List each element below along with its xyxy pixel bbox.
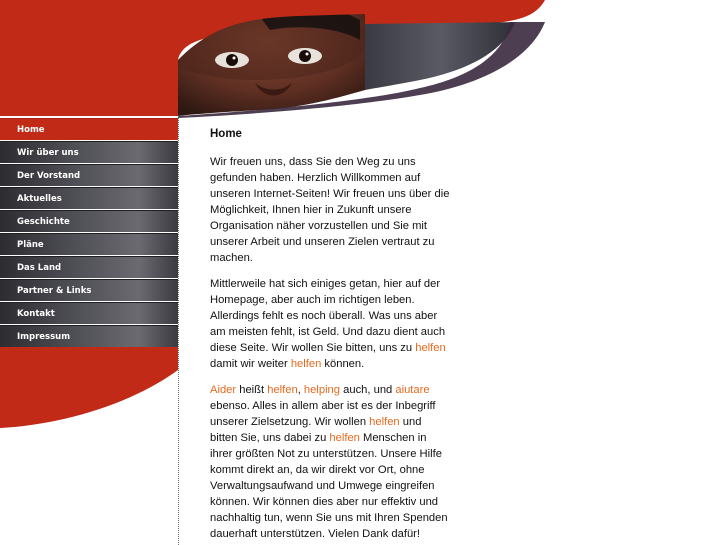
nav-item-home[interactable]: Home [0,118,178,140]
nav-item-impressum[interactable]: Impressum [0,325,178,347]
text-segment: damit wir weiter [210,358,291,370]
helfen-link[interactable]: helfen [267,384,298,396]
nav-item-der-vorstand[interactable]: Der Vorstand [0,164,178,186]
mission-paragraph [210,382,450,542]
donation-paragraph [210,276,450,372]
banner-red-block [0,0,178,116]
text-segment: und bitten Sie, uns dabei zu [210,416,422,444]
text-segment: Menschen in ihrer größten Not zu unterstützen. Unsere Hilfe kommt direkt an, da wir direkt vor Ort, ohne Verwaltungsaufwand und Umwege eingreifen können. Wir können dies aber nur effektiv und nachhaltig tun, wenn Sie uns mit Ihren Spenden dauerhaft unterstützen. Vielen Dank dafür! [210,432,448,540]
helfen-link[interactable]: helfen [290,358,322,370]
content-divider [178,116,179,545]
helfen-link[interactable]: helfen [329,432,360,444]
aider-link[interactable]: Aider [210,384,237,396]
nav-item-plaene[interactable]: Pläne [0,233,178,255]
main-content [210,126,450,545]
text-segment: Mittlerweile hat sich einiges getan, hier auf der Homepage, aber auch im richtigen leben. Allerdings fehlt es noch überall. Was uns aber am meisten fehlt, ist Geld. Und dazu dient auch diese Seite. Wir wollen Sie bitten, uns zu [210,278,446,354]
main-navigation [0,118,178,348]
page-title: Home [210,128,242,140]
bottom-red-swoosh [0,340,178,428]
text-segment: heißt [236,384,268,396]
nav-item-kontakt[interactable]: Kontakt [0,302,178,324]
helping-link[interactable]: helping [303,384,341,396]
helfen-link[interactable]: helfen [415,342,446,354]
nav-item-partner-links[interactable]: Partner & Links [0,279,178,301]
text-segment: ebenso. Alles in allem aber ist es der Inbegriff unserer Zielsetzung. Wir wollen [210,400,436,428]
text-segment: können. [321,358,365,370]
aiutare-link[interactable]: aiutare [395,384,430,396]
intro-paragraph: Wir freuen uns, dass Sie den Weg zu uns gefunden haben. Herzlich Willkommen auf unseren Internet-Seiten! Wir freuen uns über die Möglichkeit, Ihnen hier in Zukunft unsere Organisation näher vorzustellen und Sie mit unserer Arbeit und unseren Zielen vertraut zu machen. [210,156,450,264]
nav-item-wir-ueber-uns[interactable]: Wir über uns [0,141,178,163]
nav-item-das-land[interactable]: Das Land [0,256,178,278]
text-segment: , [297,384,304,396]
nav-item-aktuelles[interactable]: Aktuelles [0,187,178,209]
text-segment: auch, und [340,384,396,396]
nav-item-geschichte[interactable]: Geschichte [0,210,178,232]
helfen-link[interactable]: helfen [369,416,400,428]
